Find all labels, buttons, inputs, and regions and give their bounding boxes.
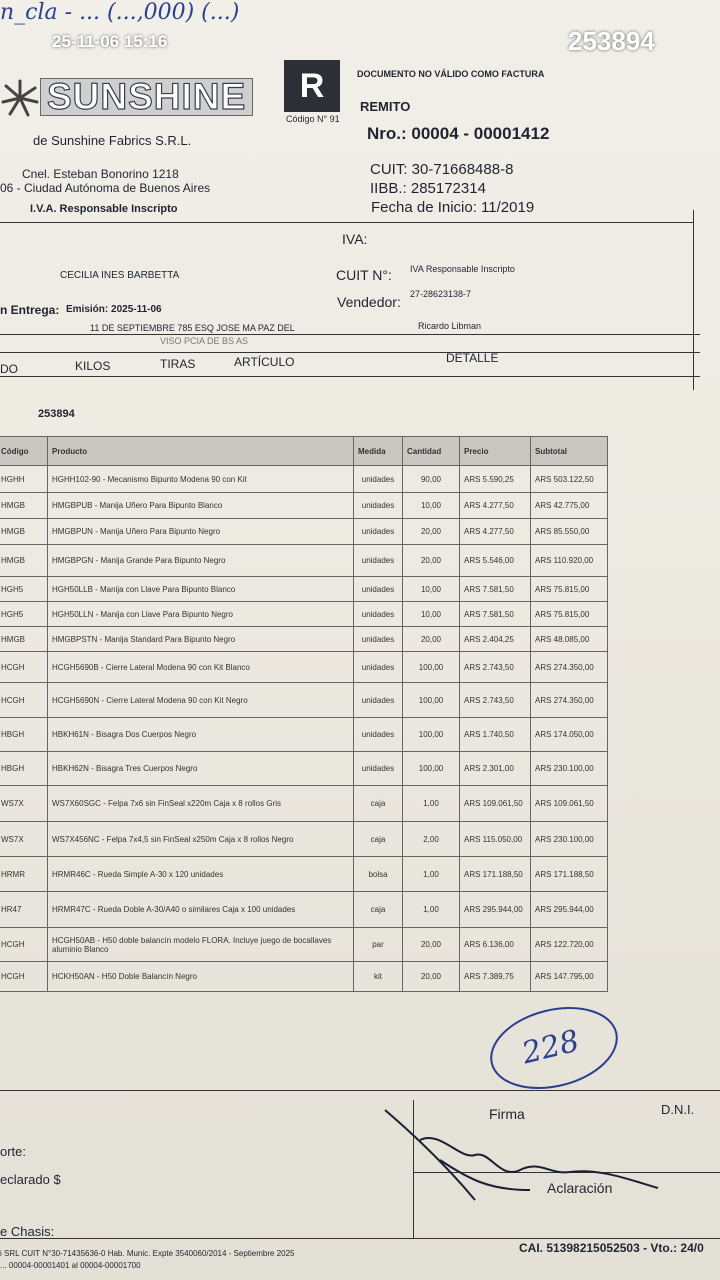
table-row	[0, 602, 608, 627]
cell-subtotal: ARS 109.061,50	[531, 786, 608, 822]
signature-box-top	[0, 1090, 720, 1091]
table-row	[0, 718, 608, 752]
signature-box-bottom	[0, 1238, 720, 1239]
cell-precio: ARS 7.581,50	[460, 577, 531, 602]
cell-medida: unidades	[354, 718, 403, 752]
cell-cantidad: 20,00	[403, 962, 460, 992]
cell-subtotal: ARS 174.050,00	[531, 718, 608, 752]
cell-medida: unidades	[354, 466, 403, 493]
cell-producto: HMGBPSTN - Manija Standard Para Bipunto Negro	[48, 627, 354, 652]
document-code: Código N° 91	[286, 114, 340, 124]
table-row	[0, 962, 608, 992]
company-cuit: CUIT: 30-71668488-8	[370, 161, 514, 178]
cell-codigo: HGH5	[0, 577, 48, 602]
cell-cantidad: 2,00	[403, 822, 460, 857]
cell-medida: unidades	[354, 493, 403, 519]
cell-codigo: HCGH	[0, 928, 48, 962]
customer-box-bottom	[0, 334, 700, 335]
logo-wordmark: SUNSHINE	[40, 78, 253, 116]
cell-cantidad: 100,00	[403, 718, 460, 752]
cell-cantidad: 10,00	[403, 493, 460, 519]
cell-medida: unidades	[354, 577, 403, 602]
table-row	[0, 545, 608, 577]
cell-precio: ARS 7.389,75	[460, 962, 531, 992]
table-row	[0, 519, 608, 545]
document-letter-box: R	[284, 60, 340, 112]
cell-medida: unidades	[354, 683, 403, 718]
cell-subtotal: ARS 295.944,00	[531, 892, 608, 928]
cell-subtotal: ARS 48.085,00	[531, 627, 608, 652]
header-producto: Producto	[48, 437, 354, 466]
cell-precio: ARS 2.743,50	[460, 683, 531, 718]
cai-number: CAI. 51398215052503 - Vto.: 24/0	[519, 1241, 704, 1255]
column-detalle: DETALLE	[446, 351, 499, 365]
cell-subtotal: ARS 230.100,00	[531, 822, 608, 857]
table-row	[0, 652, 608, 683]
emission-date: Emisión: 2025-11-06	[66, 304, 162, 315]
document-number: Nro.: 00004 - 00001412	[367, 124, 550, 143]
cell-producto: HBKH61N - Bisagra Dos Cuerpos Negro	[48, 718, 354, 752]
column-kilos: KILOS	[75, 359, 111, 373]
cell-producto: HGH50LLN - Manija con Llave Para Bipunto Negro	[48, 602, 354, 627]
document-type: REMITO	[360, 99, 411, 114]
seller-name: Ricardo Libman	[418, 321, 482, 331]
header-cantidad: Cantidad	[403, 437, 460, 466]
cell-subtotal: ARS 110.920,00	[531, 545, 608, 577]
cell-cantidad: 1,00	[403, 857, 460, 892]
columns-bar-bottom	[0, 376, 700, 377]
cell-codigo: HGH5	[0, 602, 48, 627]
table-row	[0, 857, 608, 892]
cell-codigo: HMGB	[0, 545, 48, 577]
cell-subtotal: ARS 274.350,00	[531, 652, 608, 683]
column-tiras: TIRAS	[160, 357, 196, 371]
cell-producto: HCGH5690N - Cierre Lateral Modena 90 con Kit Negro	[48, 683, 354, 718]
cell-medida: unidades	[354, 545, 403, 577]
cell-subtotal: ARS 42.775,00	[531, 493, 608, 519]
cell-codigo: HBGH	[0, 752, 48, 786]
table-row	[0, 466, 608, 493]
cell-medida: kit	[354, 962, 403, 992]
cell-cantidad: 100,00	[403, 652, 460, 683]
cell-codigo: HRMR	[0, 857, 48, 892]
cell-medida: par	[354, 928, 403, 962]
cell-cantidad: 20,00	[403, 627, 460, 652]
cell-cantidad: 100,00	[403, 683, 460, 718]
header-precio: Precio	[460, 437, 531, 466]
cell-cantidad: 1,00	[403, 786, 460, 822]
cell-subtotal: ARS 85.550,00	[531, 519, 608, 545]
company-name: de Sunshine Fabrics S.R.L.	[33, 133, 192, 148]
items-table	[0, 436, 608, 992]
column-articulo: ARTÍCULO	[234, 355, 295, 369]
cell-precio: ARS 4.277,50	[460, 493, 531, 519]
photo-stamp-id: 253894	[568, 26, 655, 56]
declared-value-label: eclarado $	[0, 1172, 61, 1187]
cell-producto: HGH50LLB - Manija con Llave Para Bipunto Blanco	[48, 577, 354, 602]
customer-iva-value: IVA Responsable Inscripto	[410, 264, 515, 274]
dni-label: D.N.I.	[661, 1102, 695, 1117]
invalid-notice: DOCUMENTO NO VÁLIDO COMO FACTURA	[357, 69, 545, 79]
cell-medida: unidades	[354, 519, 403, 545]
table-row	[0, 892, 608, 928]
customer-box-top	[0, 222, 694, 223]
cell-medida: caja	[354, 892, 403, 928]
cell-producto: HMGBPUN - Manija Uñero Para Bipunto Negro	[48, 519, 354, 545]
table-row	[0, 928, 608, 962]
company-iva-status: I.V.A. Responsable Inscripto	[30, 203, 178, 215]
header-medida: Medida	[354, 437, 403, 466]
cell-precio: ARS 109.061,50	[460, 786, 531, 822]
cell-codigo: WS7X	[0, 786, 48, 822]
cell-precio: ARS 2.404,25	[460, 627, 531, 652]
table-row	[0, 683, 608, 718]
amount-label: orte:	[0, 1144, 27, 1159]
cell-medida: unidades	[354, 652, 403, 683]
customer-name: CECILIA INES BARBETTA	[60, 270, 180, 281]
table-header-row	[0, 437, 608, 466]
cell-producto: HGHH102-90 - Mecanismo Bipunto Modena 90 con Kit	[48, 466, 354, 493]
column-do: DO	[0, 362, 18, 376]
cell-medida: bolsa	[354, 857, 403, 892]
cell-codigo: WS7X	[0, 822, 48, 857]
cell-codigo: HBGH	[0, 718, 48, 752]
cell-medida: caja	[354, 786, 403, 822]
cell-medida: unidades	[354, 602, 403, 627]
columns-bar-top	[0, 352, 700, 353]
cell-codigo: HCGH	[0, 683, 48, 718]
cell-codigo: HMGB	[0, 519, 48, 545]
seller-label: Vendedor:	[337, 294, 401, 310]
signature-label: Firma	[489, 1106, 525, 1122]
company-iibb: IIBB.: 285172314	[370, 180, 486, 197]
cell-subtotal: ARS 147.795,00	[531, 962, 608, 992]
printer-info-line1: i SRL CUIT N°30-71435636-0 Hab. Munic. Expte 3540060/2014 - Septiembre 2025	[0, 1249, 295, 1258]
table-row	[0, 786, 608, 822]
cell-codigo: HR47	[0, 892, 48, 928]
cell-subtotal: ARS 75.815,00	[531, 602, 608, 627]
cell-producto: HRMR46C - Rueda Simple A-30 x 120 unidades	[48, 857, 354, 892]
printer-info-line2: ... 00004-00001401 al 00004-00001700	[0, 1261, 141, 1270]
cell-subtotal: ARS 75.815,00	[531, 577, 608, 602]
cell-cantidad: 1,00	[403, 892, 460, 928]
cell-subtotal: ARS 503.122,50	[531, 466, 608, 493]
handwritten-circle-text: 228	[518, 1023, 583, 1072]
cell-cantidad: 10,00	[403, 602, 460, 627]
cell-precio: ARS 295.944,00	[460, 892, 531, 928]
table-row	[0, 752, 608, 786]
cell-producto: WS7X60SGC - Felpa 7x6 sin FinSeal x220m Caja x 8 rollos Gris	[48, 786, 354, 822]
cell-precio: ARS 5.546,00	[460, 545, 531, 577]
company-address-line1: Cnel. Esteban Bonorino 1218	[22, 167, 179, 181]
customer-cuit-value: 27-28623138-7	[410, 289, 472, 299]
start-date: Fecha de Inicio: 11/2019	[371, 199, 535, 216]
cell-subtotal: ARS 171.188,50	[531, 857, 608, 892]
cell-subtotal: ARS 122.720,00	[531, 928, 608, 962]
table-row	[0, 627, 608, 652]
cell-precio: ARS 2.743,50	[460, 652, 531, 683]
customer-cuit-label: CUIT N°:	[336, 267, 392, 283]
cell-codigo: HCGH	[0, 962, 48, 992]
cell-producto: HCGH50AB - H50 doble balancín modelo FLORA. Incluye juego de bocallaves aluminio Blanco	[48, 928, 354, 962]
cell-precio: ARS 5.590,25	[460, 466, 531, 493]
cell-producto: HMGBPGN - Manija Grande Para Bipunto Negro	[48, 545, 354, 577]
cell-codigo: HGHH	[0, 466, 48, 493]
company-address-line2: 06 - Ciudad Autónoma de Buenos Aires	[0, 181, 211, 195]
cell-precio: ARS 6.136,00	[460, 928, 531, 962]
cell-producto: HCKH50AN - H50 Doble Balancín Negro	[48, 962, 354, 992]
customer-iva-label: IVA:	[342, 231, 368, 247]
items-body	[0, 466, 608, 992]
customer-address-line2: VISO PCIA DE BS AS	[160, 336, 249, 346]
header-subtotal: Subtotal	[531, 437, 608, 466]
table-row	[0, 577, 608, 602]
header-codigo: Código	[0, 437, 48, 466]
cell-precio: ARS 1.740,50	[460, 718, 531, 752]
handwritten-signature	[380, 1100, 680, 1210]
cell-medida: unidades	[354, 752, 403, 786]
cell-producto: HCGH5690B - Cierre Lateral Modena 90 con Kit Blanco	[48, 652, 354, 683]
cell-producto: HMGBPUB - Manija Uñero Para Bipunto Blanco	[48, 493, 354, 519]
clarification-label: Aclaración	[547, 1180, 613, 1196]
cell-precio: ARS 171.188,50	[460, 857, 531, 892]
cell-precio: ARS 7.581,50	[460, 602, 531, 627]
cell-subtotal: ARS 274.350,00	[531, 683, 608, 718]
chassis-label: e Chasis:	[0, 1224, 55, 1239]
cell-codigo: HCGH	[0, 652, 48, 683]
customer-address-line1: 11 DE SEPTIEMBRE 785 ESQ JOSE MA PAZ DEL	[90, 323, 295, 333]
cell-cantidad: 20,00	[403, 519, 460, 545]
sun-icon	[0, 78, 40, 118]
handwritten-note: n_cla - ... (...,000) (...)	[0, 0, 240, 25]
cell-cantidad: 100,00	[403, 752, 460, 786]
cell-cantidad: 10,00	[403, 577, 460, 602]
table-row	[0, 822, 608, 857]
delivery-label: n Entrega:	[0, 303, 60, 317]
cell-medida: caja	[354, 822, 403, 857]
cell-codigo: HMGB	[0, 627, 48, 652]
cell-producto: HRMR47C - Rueda Doble A-30/A40 o similares Caja x 100 unidades	[48, 892, 354, 928]
order-reference: 253894	[38, 408, 75, 420]
cell-subtotal: ARS 230.100,00	[531, 752, 608, 786]
photo-timestamp: 25-11-06 15:16	[52, 32, 168, 51]
cell-precio: ARS 115.050,00	[460, 822, 531, 857]
customer-box-right	[693, 210, 694, 390]
cell-cantidad: 90,00	[403, 466, 460, 493]
cell-precio: ARS 4.277,50	[460, 519, 531, 545]
cell-cantidad: 20,00	[403, 545, 460, 577]
cell-producto: WS7X456NC - Felpa 7x4,5 sin FinSeal x250m Caja x 8 rollos Negro	[48, 822, 354, 857]
cell-precio: ARS 2.301,00	[460, 752, 531, 786]
cell-medida: unidades	[354, 627, 403, 652]
cell-cantidad: 20,00	[403, 928, 460, 962]
cell-codigo: HMGB	[0, 493, 48, 519]
cell-producto: HBKH62N - Bisagra Tres Cuerpos Negro	[48, 752, 354, 786]
table-row	[0, 493, 608, 519]
